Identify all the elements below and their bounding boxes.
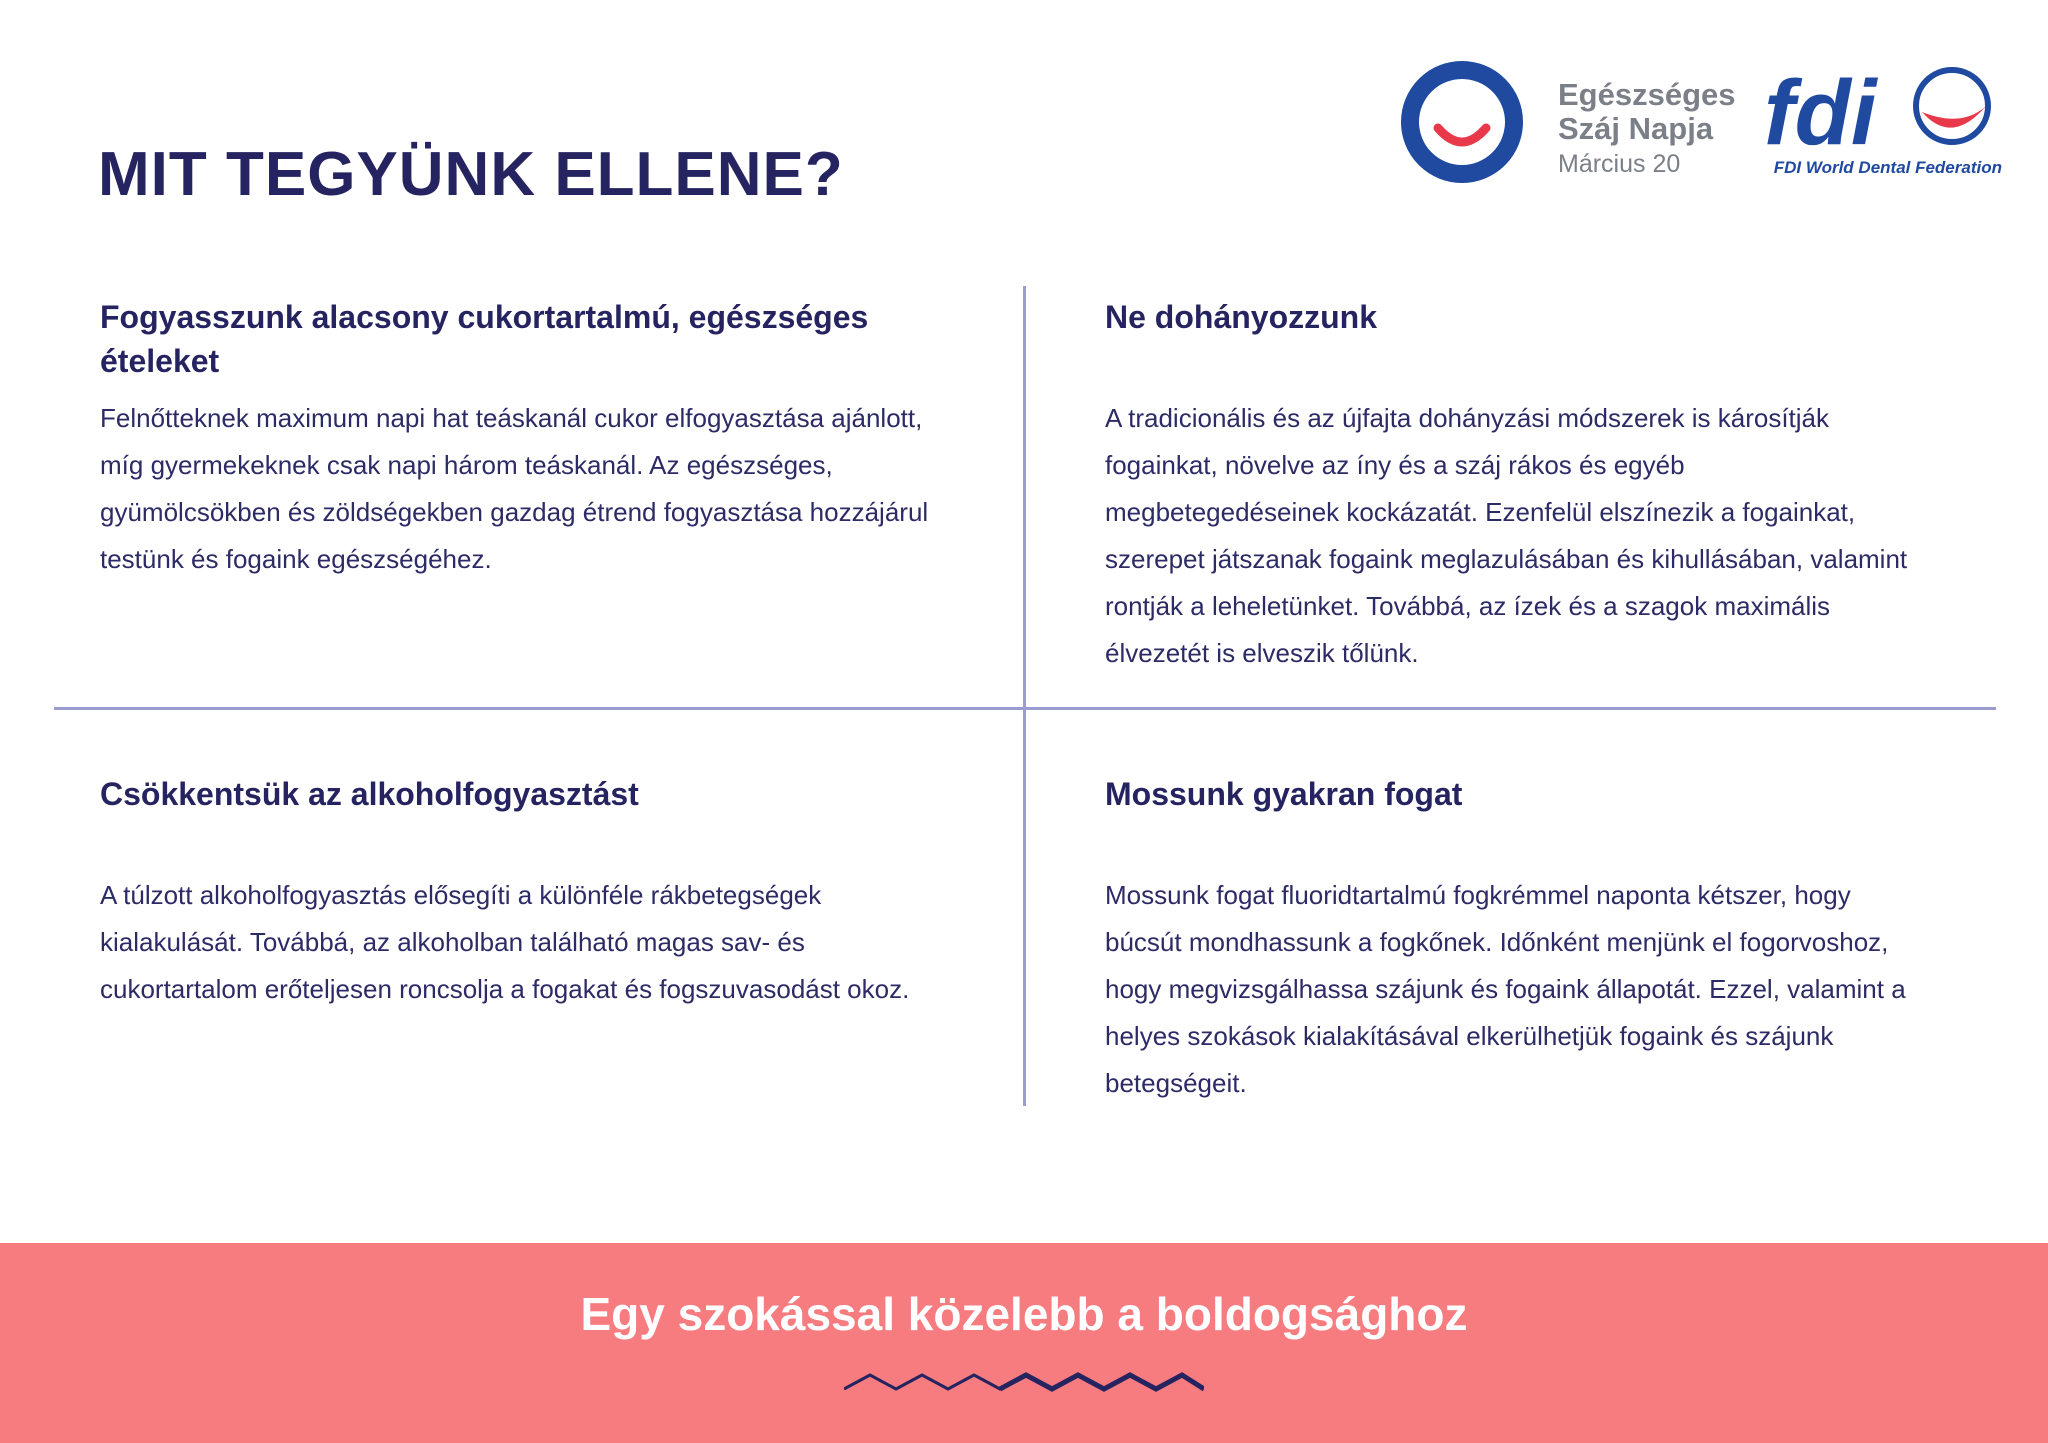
- wohd-line-2: Száj Napja: [1558, 111, 1714, 146]
- header-logos: [1400, 54, 2000, 184]
- smile-circle-logo-icon: [1400, 60, 1524, 184]
- page-title: MIT TEGYÜNK ELLENE?: [98, 140, 844, 209]
- section-heading: Csökkentsük az alkoholfogyasztást: [100, 776, 639, 812]
- vertical-divider: [1023, 286, 1026, 1106]
- wohd-line-1: Egészséges: [1558, 77, 1736, 112]
- section-sugar: [100, 295, 960, 583]
- svg-text:fdi: fdi: [1764, 62, 1877, 164]
- wohd-date: Március 20: [1558, 150, 1681, 178]
- section-heading: Mossunk gyakran fogat: [1105, 776, 1463, 812]
- section-smoking: [1105, 295, 1925, 677]
- fdi-logo-icon: [1762, 54, 2000, 174]
- fdi-caption: FDI World Dental Federation: [1773, 158, 2002, 177]
- footer-slogan: Egy szokással közelebb a boldogsághoz: [580, 1288, 1468, 1340]
- wohd-logo-text: [1558, 78, 1736, 180]
- footer-banner: [0, 1243, 2048, 1443]
- section-alcohol: [100, 772, 960, 1013]
- section-body: Mossunk fogat fluoridtartalmú fogkrémmel naponta kétszer, hogy búcsút mondhassunk a fogkőnek. Időnként menjünk el fogorvoshoz, hogy megvizsgálhassa szájunk és fogaink állapotát. Ezzel, valamint a helyes szokások kialakításával elkerülhetjük fogaink és szájunk betegségeit.: [1105, 880, 1906, 1098]
- zigzag-icon: [844, 1367, 1204, 1397]
- section-body: Felnőtteknek maximum napi hat teáskanál cukor elfogyasztása ajánlott, míg gyermekeknek csak napi három teáskanál. Az egészséges, gyümölcsökben és zöldségekben gazdag étrend fogyasztása hozzájárul testünk és fogaink egészségéhez.: [100, 403, 929, 574]
- section-brushing: [1105, 772, 1925, 1107]
- section-body: A túlzott alkoholfogyasztás elősegíti a különféle rákbetegségek kialakulását. Továbbá, az alkoholban található magas sav- és cukortartalom erőteljesen roncsolja a fogakat és fogszuvasodást okoz.: [100, 880, 910, 1004]
- section-heading: Fogyasszunk alacsony cukortartalmú, egészséges ételeket: [100, 299, 869, 379]
- horizontal-divider: [54, 707, 1996, 710]
- section-body: A tradicionális és az újfajta dohányzási módszerek is károsítják fogainkat, növelve az íny és a száj rákos és egyéb megbetegedéseinek kockázatát. Ezenfelül elszínezik a fogainkat, szerepet játszanak fogaink meglazulásában és kihullásában, valamint rontják a leheletünket. Továbbá, az ízek és a szagok maximális élvezetét is elveszik tőlünk.: [1105, 403, 1908, 668]
- section-heading: Ne dohányozzunk: [1105, 299, 1378, 335]
